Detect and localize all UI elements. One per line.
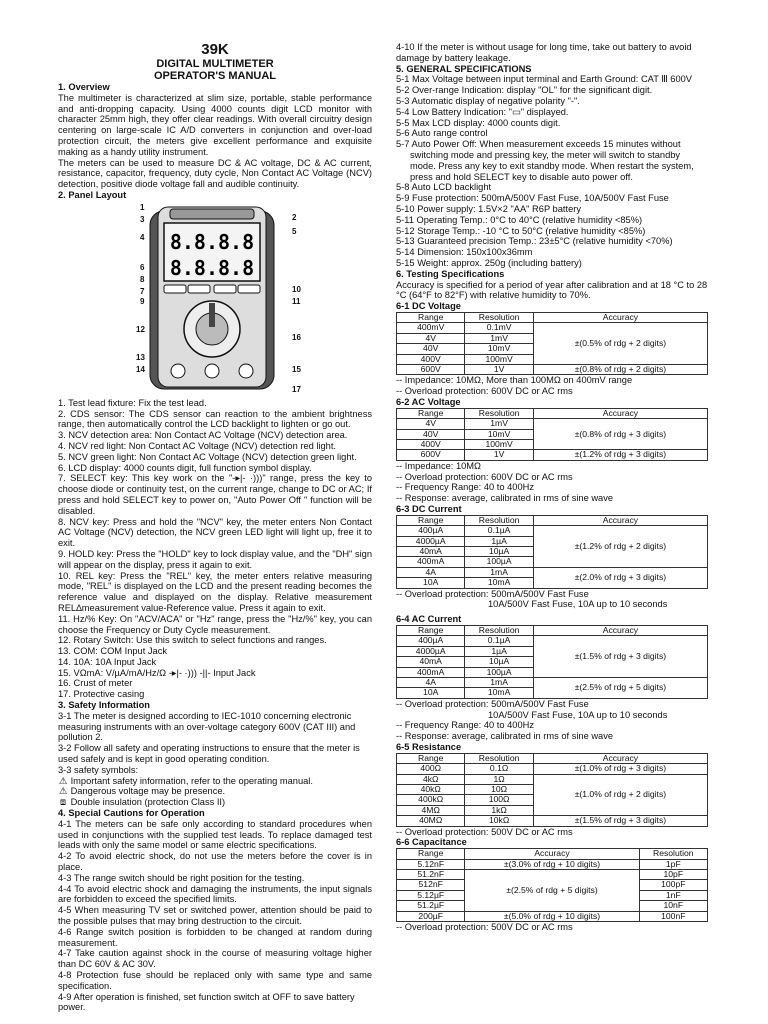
high-voltage-icon: ⚠ xyxy=(58,786,68,797)
table-cell: ±(0.5% of rdg + 2 digits) xyxy=(533,323,707,365)
col-header: Accuracy xyxy=(533,753,707,763)
col-header: Accuracy xyxy=(533,408,707,418)
table-cell: 4V xyxy=(397,333,465,343)
table-cell: 100pF xyxy=(639,880,707,890)
overview-heading: 1. Overview xyxy=(58,82,110,92)
col-header: Accuracy xyxy=(465,849,639,859)
document-subtitle: OPERATOR'S MANUAL xyxy=(154,70,276,82)
table-cell: ±(0.8% of rdg + 3 digits) xyxy=(533,419,707,450)
general-spec-item: 5-12 Storage Temp.: -10 °C to 50°C (relative humidity <85%) xyxy=(396,225,646,236)
ac-voltage-note: -- Overload protection: 600V DC or AC rms xyxy=(396,471,573,482)
table-cell: 10Ω xyxy=(465,785,533,795)
table-cell: 1Ω xyxy=(465,774,533,784)
ac-voltage-note: -- Frequency Range: 40 to 400Hz xyxy=(396,482,534,493)
table-cell: 100µA xyxy=(465,557,533,567)
ac-current-note: -- Frequency Range: 40 to 400Hz xyxy=(396,720,534,731)
ac-voltage-note: -- Impedance: 10MΩ xyxy=(396,460,481,471)
table-cell: ±(1.5% of rdg + 3 digits) xyxy=(533,816,707,826)
dc-current-table xyxy=(396,515,708,589)
safety-symbol-row xyxy=(58,786,372,797)
table-row xyxy=(397,450,708,460)
general-spec-item: 5-9 Fuse protection: 500mA/500V Fast Fuse, 10A/500V Fast Fuse xyxy=(396,193,669,204)
panel-item: 4. NCV red light: Non Contact AC Voltage (NCV) detection red light. xyxy=(58,440,337,451)
panel-item: 15. VΩmA: V/µA/mA/Hz/Ω -▸|- ·))) -||- Input Jack xyxy=(58,667,256,678)
callout-8: 8 xyxy=(140,274,145,284)
table-cell: 1mA xyxy=(465,678,533,688)
table-cell: 10A xyxy=(397,578,465,588)
ac-voltage-table xyxy=(396,408,708,461)
table-cell: 10kΩ xyxy=(465,816,533,826)
panel-item: 17. Protective casing xyxy=(58,689,145,700)
testing-spec-heading: 6. Testing Specifications xyxy=(396,268,505,279)
table-row xyxy=(397,323,708,333)
col-header: Resolution xyxy=(465,753,533,763)
callout-1: 1 xyxy=(140,202,145,212)
warning-icon: ⚠ xyxy=(58,775,68,786)
ac-current-table xyxy=(396,625,708,699)
callout-13: 13 xyxy=(136,352,145,362)
table-cell: 4MΩ xyxy=(397,805,465,815)
safety-symbol-row xyxy=(58,776,372,787)
general-spec-item: 5-3 Automatic display of negative polarity "-". xyxy=(396,95,580,106)
caution-item: 4-1 The meters can be safe only according to standard procedures when used in conjunctions with the supplied test leads. To replace damaged test leads with only the same model or same electric specifications. xyxy=(58,818,372,851)
table-row xyxy=(397,774,708,784)
table-cell: 400Ω xyxy=(397,764,465,774)
table-cell: 600V xyxy=(397,450,465,460)
table-cell: 600V xyxy=(397,364,465,374)
general-spec-item: 5-4 Low Battery Indication: "▭" displayed. xyxy=(396,106,569,117)
caution-item: 4-3 The range switch should be right position for the testing. xyxy=(58,872,305,883)
table-header-row xyxy=(397,626,708,636)
table-cell: 40V xyxy=(397,344,465,354)
panel-item: 1. Test lead fixture: Fix the test lead. xyxy=(58,397,207,408)
caution-item: 4-5 When measuring TV set or switched power, attention should be paid to the possible pulses that may bring destruction to the circuit. xyxy=(58,905,372,927)
table-row xyxy=(397,859,708,869)
table-cell: 0.1Ω xyxy=(465,764,533,774)
panel-item: 11. Hz/% Key: On "ACV/ACA" or "Hz" range, press the "Hz/%" key, you can choose the Frequency or Duty Cycle measurement. xyxy=(58,613,372,635)
ac-current-heading: 6-4 AC Current xyxy=(396,614,462,625)
callout-15: 15 xyxy=(292,364,301,374)
table-cell: 400mA xyxy=(397,557,465,567)
col-header: Resolution xyxy=(465,312,533,322)
col-header: Range xyxy=(397,312,465,322)
safety-heading: 3. Safety Information xyxy=(58,700,150,711)
table-cell: 512nF xyxy=(397,880,465,890)
resistance-note: -- Overload protection: 500V DC or AC rms xyxy=(396,826,573,837)
table-cell: 10mA xyxy=(465,578,533,588)
table-cell: 1mV xyxy=(465,419,533,429)
general-spec-item: 5-1 Max Voltage between input terminal and Earth Ground: CAT Ⅲ 600V xyxy=(396,74,692,85)
table-cell: 5.12nF xyxy=(397,859,465,869)
cautions-heading: 4. Special Cautions for Operation xyxy=(58,808,205,819)
safety-symbol-text: Important safety information, refer to the operating manual. xyxy=(70,775,313,786)
table-cell: 100mV xyxy=(465,354,533,364)
double-insulation-icon: ⧈ xyxy=(60,797,66,808)
table-cell: ±(2.5% of rdg + 5 digits) xyxy=(465,870,639,912)
table-row xyxy=(397,870,708,880)
table-cell: 10mV xyxy=(465,344,533,354)
col-header: Resolution xyxy=(465,408,533,418)
table-header-row xyxy=(397,515,708,525)
callout-3: 3 xyxy=(140,214,145,224)
table-cell: 40V xyxy=(397,429,465,439)
general-spec-item: 5-10 Power supply: 1.5V×2 "AA" R6P battery xyxy=(396,203,581,214)
panel-items-list xyxy=(58,398,372,700)
panel-item: 2. CDS sensor: The CDS sensor can reaction to the ambient brightness range, then automatically control the LCD backlight to lighten or go out. xyxy=(58,408,372,430)
table-cell: 0.1µA xyxy=(465,636,533,646)
callout-2: 2 xyxy=(292,212,297,222)
safety-item: 3-2 Follow all safety and operating instructions to ensure that the meter is used safely and is kept in good operating condition. xyxy=(58,743,360,765)
table-cell: 1µA xyxy=(465,646,533,656)
table-row xyxy=(397,678,708,688)
table-cell: 1kΩ xyxy=(465,805,533,815)
col-header: Accuracy xyxy=(533,626,707,636)
panel-item: 3. NCV detection area: Non Contact AC Voltage (NCV) detection area. xyxy=(58,430,348,441)
table-cell: 100nF xyxy=(639,911,707,921)
table-cell: ±(1.5% of rdg + 3 digits) xyxy=(533,636,707,678)
general-spec-item: 5-14 Dimension: 150x100x36mm xyxy=(396,247,533,258)
callout-11: 11 xyxy=(292,296,301,306)
table-header-row xyxy=(397,408,708,418)
caution-item: 4-10 If the meter is without usage for long time, take out battery to avoid damage by battery leakage. xyxy=(396,42,692,63)
table-row xyxy=(397,764,708,774)
table-cell: 0.1mV xyxy=(465,323,533,333)
dc-voltage-note: -- Overload protection: 600V DC or AC rms xyxy=(396,386,573,397)
table-cell: 400mV xyxy=(397,323,465,333)
table-cell: ±(1.0% of rdg + 3 digits) xyxy=(533,764,707,774)
col-header: Accuracy xyxy=(533,515,707,525)
capacitance-heading: 6-6 Capacitance xyxy=(396,837,467,848)
table-cell: 400µA xyxy=(397,636,465,646)
caution-item: 4-4 To avoid electric shock and damaging the instruments, the input signals are forbidden to exceed the specified limits. xyxy=(58,883,372,905)
caution-item: 4-8 Protection fuse should be replaced only with same type and same specification. xyxy=(58,970,372,991)
panel-item: 13. COM: COM Input Jack xyxy=(58,646,168,657)
table-header-row xyxy=(397,312,708,322)
table-row xyxy=(397,526,708,536)
overview-paragraph-2: The meters can be used to measure DC & AC voltage, DC & AC current, resistance, capacitor, frequency, duty cycle, Non Contact AC Voltage (NCV) detection, positive diode voltage fall and audible continuity. xyxy=(58,157,372,190)
general-spec-item: 5-11 Operating Temp.: 0°C to 40°C (relative humidity <85%) xyxy=(396,214,643,225)
table-cell: ±(3.0% of rdg + 10 digits) xyxy=(465,859,639,869)
table-cell: ±(2.5% of rdg + 5 digits) xyxy=(533,678,707,699)
callout-10: 10 xyxy=(292,284,301,294)
callout-9: 9 xyxy=(140,296,145,306)
safety-symbol-text: Double insulation (protection Class II) xyxy=(70,797,226,808)
table-cell: 400V xyxy=(397,354,465,364)
table-cell: 10A xyxy=(397,688,465,698)
table-cell: 40mA xyxy=(397,546,465,556)
table-cell: 40kΩ xyxy=(397,785,465,795)
table-cell: 400µA xyxy=(397,526,465,536)
resistance-table xyxy=(396,753,708,827)
table-cell: 51.2µF xyxy=(397,901,465,911)
col-header: Resolution xyxy=(465,626,533,636)
table-header-row xyxy=(397,849,708,859)
panel-layout-heading: 2. Panel Layout xyxy=(58,189,127,200)
table-row xyxy=(397,636,708,646)
table-row xyxy=(397,419,708,429)
general-spec-item: 5-15 Weight: approx. 250g (including battery) xyxy=(396,257,582,268)
table-cell: 100mV xyxy=(465,439,533,449)
table-cell: 1mA xyxy=(465,567,533,577)
capacitance-note: -- Overload protection: 500V DC or AC rms xyxy=(396,922,573,933)
capacitance-table xyxy=(396,848,708,922)
general-spec-item: 5-7 Auto Power Off: When measurement exceeds 15 minutes without switching mode and pressing key, the meter will switch to standby mode. Press any key to exit standby mode. When restart the system, press and hold SELECT key to disable auto power off. xyxy=(396,139,694,182)
panel-item: 16. Crust of meter xyxy=(58,678,133,689)
ac-current-note: 10A/500V Fast Fuse, 10A up to 10 seconds xyxy=(488,709,668,720)
callout-4: 4 xyxy=(140,232,145,242)
table-cell: 1mV xyxy=(465,333,533,343)
general-spec-heading: 5. GENERAL SPECIFICATIONS xyxy=(396,63,532,74)
table-row xyxy=(397,911,708,921)
table-cell: 40mA xyxy=(397,657,465,667)
resistance-heading: 6-5 Resistance xyxy=(396,742,462,753)
panel-item: 14. 10A: 10A Input Jack xyxy=(58,656,157,667)
right-column xyxy=(396,42,708,933)
table-cell: 200µF xyxy=(397,911,465,921)
table-cell: 100µA xyxy=(465,667,533,677)
col-header: Range xyxy=(397,626,465,636)
table-cell: ±(1.0% of rdg + 2 digits) xyxy=(533,774,707,816)
table-row xyxy=(397,816,708,826)
callout-14: 14 xyxy=(136,364,145,374)
safety-symbol-text: Dangerous voltage may be presence. xyxy=(70,786,226,797)
table-cell: 4A xyxy=(397,678,465,688)
panel-item: 9. HOLD key: Press the "HOLD" key to lock display value, and the "DH" sign will appear on the display, press it again to exit. xyxy=(58,548,372,570)
table-cell: 1V xyxy=(465,364,533,374)
table-cell: 10mA xyxy=(465,688,533,698)
callout-17: 17 xyxy=(292,384,301,394)
panel-layout-figure xyxy=(58,203,372,395)
general-spec-item: 5-6 Auto range control xyxy=(396,128,488,139)
table-cell: ±(0.8% of rdg + 2 digits) xyxy=(533,364,707,374)
testing-spec-intro: Accuracy is specified for a period of year after calibration and at 18 °C to 28 °C (64°F to 82°F) with relative humidity to 70%. xyxy=(396,279,708,301)
table-row xyxy=(397,567,708,577)
table-cell: 100Ω xyxy=(465,795,533,805)
dc-voltage-note: -- Impedance: 10MΩ, More than 100MΩ on 400mV range xyxy=(396,375,633,386)
table-cell: ±(2.0% of rdg + 3 digits) xyxy=(533,567,707,588)
callout-7: 7 xyxy=(140,286,145,296)
table-cell: 4000µA xyxy=(397,536,465,546)
panel-item: 10. REL key: Press the "REL" key, the meter enters relative measuring mode, "REL" is displayed on the LCD and the present reading becomes the reference value and displayed on the display. Relative measurement REL∆measurement value-Reference value. Press it again to exit. xyxy=(58,570,372,613)
overview-paragraph-1: The multimeter is characterized at slim size, portable, stable performance and anti-dropping capacity. Using 4000 counts digit LCD monitor with character 25mm high, they offer clear readings. With overall circuitry design centering on large-scale IC A/D converters in conjunction and over-load protection circuit, the meters give excellent performance and exquisite making as a handy utility instrument. xyxy=(58,92,372,157)
table-cell: 10µA xyxy=(465,657,533,667)
table-cell: 10µA xyxy=(465,546,533,556)
col-header: Range xyxy=(397,408,465,418)
col-header: Range xyxy=(397,849,465,859)
table-cell: 1nF xyxy=(639,890,707,900)
dc-current-heading: 6-3 DC Current xyxy=(396,503,462,514)
table-cell: 10nF xyxy=(639,901,707,911)
safety-symbol-row xyxy=(58,797,372,808)
dc-current-note: 10A/500V Fast Fuse, 10A up to 10 seconds xyxy=(488,599,668,610)
left-column xyxy=(58,0,372,1013)
callout-6: 6 xyxy=(140,262,145,272)
panel-item: 8. NCV key: Press and hold the "NCV" key, the meter enters Non Contact AC Voltage (NCV) detection, the NCV green LED light will light up, free it to exit. xyxy=(58,516,372,549)
caution-item: 4-7 Take caution against shock in the course of measuring voltage higher than DC 60V & AC 30V. xyxy=(58,948,372,970)
col-header: Resolution xyxy=(639,849,707,859)
table-header-row xyxy=(397,753,708,763)
table-cell: 4V xyxy=(397,419,465,429)
table-cell: 0.1µA xyxy=(465,526,533,536)
ac-current-note: -- Overload protection: 500mA/500V Fast Fuse xyxy=(396,698,589,709)
dc-voltage-table xyxy=(396,312,708,375)
safety-item: 3-3 safety symbols: xyxy=(58,764,139,775)
table-cell: 51.2nF xyxy=(397,870,465,880)
panel-item: 12. Rotary Switch: Use this switch to select functions and ranges. xyxy=(58,635,327,646)
col-header: Resolution xyxy=(465,515,533,525)
general-spec-item: 5-5 Max LCD display: 4000 counts digit. xyxy=(396,117,561,128)
model-number: 39K xyxy=(201,41,229,58)
table-cell: ±(1.2% of rdg + 2 digits) xyxy=(533,526,707,568)
safety-item: 3-1 The meter is designed according to IEC-1010 concerning electronic measuring instruments with an over-voltage category 600V (CAT III) and pollution 2. xyxy=(58,710,356,743)
table-cell: 10pF xyxy=(639,870,707,880)
general-spec-item: 5-13 Guaranteed precision Temp.: 23±5°C (relative humidity <70%) xyxy=(396,236,673,247)
table-cell: 40MΩ xyxy=(397,816,465,826)
dc-current-note: -- Overload protection: 500mA/500V Fast Fuse xyxy=(396,588,589,599)
table-cell: 400kΩ xyxy=(397,795,465,805)
caution-item: 4-9 After operation is finished, set function switch at OFF to save battery power. xyxy=(58,991,355,1013)
table-cell: 1pF xyxy=(639,859,707,869)
table-cell: 1V xyxy=(465,450,533,460)
table-cell: 10mV xyxy=(465,429,533,439)
multimeter-illustration xyxy=(148,205,276,391)
general-spec-item: 5-8 Auto LCD backlight xyxy=(396,182,492,193)
document-title: DIGITAL MULTIMETER xyxy=(156,58,274,70)
dc-voltage-heading: 6-1 DC Voltage xyxy=(396,301,461,312)
caution-item: 4-2 To avoid electric shock, do not use the meters before the cover is in place. xyxy=(58,851,372,873)
table-cell: 5.12µF xyxy=(397,890,465,900)
table-cell: 400V xyxy=(397,439,465,449)
callout-16: 16 xyxy=(292,332,301,342)
general-spec-item: 5-2 Over-range Indication: display "OL" for the significant digit. xyxy=(396,85,653,96)
callout-12: 12 xyxy=(136,324,145,334)
col-header: Range xyxy=(397,753,465,763)
table-cell: ±(1.2% of rdg + 3 digits) xyxy=(533,450,707,460)
table-cell: 400mA xyxy=(397,667,465,677)
callout-5: 5 xyxy=(292,226,297,236)
lcd-top-digits: 8.8.8.8 xyxy=(169,229,255,254)
ac-current-note: -- Response: average, calibrated in rms of sine wave xyxy=(396,731,614,742)
table-cell: 4A xyxy=(397,567,465,577)
ac-voltage-heading: 6-2 AC Voltage xyxy=(396,396,461,407)
caution-item: 4-6 Range switch position is forbidden to be changed at random during measurement. xyxy=(58,926,372,948)
panel-item: 6. LCD display: 4000 counts digit, full function symbol display. xyxy=(58,462,312,473)
panel-item: 5. NCV green light: Non Contact AC Voltage (NCV) detection green light. xyxy=(58,451,357,462)
lcd-bottom-digits: 8.8.8.8 xyxy=(169,255,255,280)
col-header: Range xyxy=(397,515,465,525)
table-cell: 4000µA xyxy=(397,646,465,656)
table-cell: 4kΩ xyxy=(397,774,465,784)
table-cell: ±(5.0% of rdg + 10 digits) xyxy=(465,911,639,921)
panel-item: 7. SELECT key: This key work on the "-▸|- ·)))" range, press the key to choose diode or continuity test, on the current range, change to DC or AC; If press and hold SELECT key to power on, "Auto Power Off " function will be disabled. xyxy=(58,473,372,516)
table-cell: 1µA xyxy=(465,536,533,546)
ac-voltage-note: -- Response: average, calibrated in rms of sine wave xyxy=(396,493,614,504)
col-header: Accuracy xyxy=(533,312,707,322)
table-row xyxy=(397,364,708,374)
